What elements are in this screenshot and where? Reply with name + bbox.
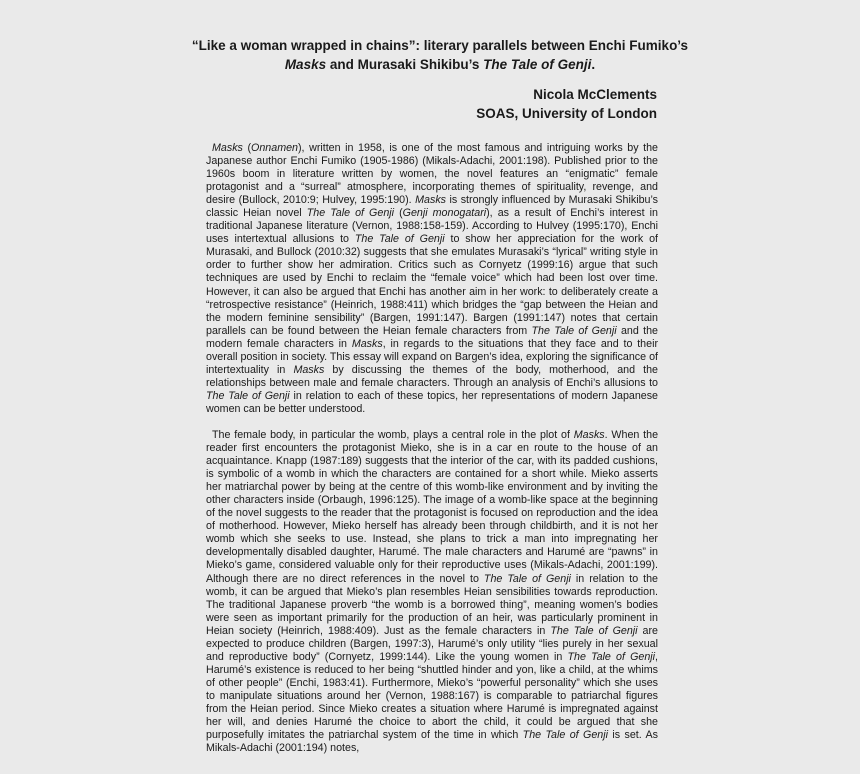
author-affiliation: SOAS, University of London [476, 106, 657, 121]
author-block [476, 85, 657, 123]
title-line-2 [170, 55, 710, 74]
italic-title-ref: Masks [293, 363, 325, 376]
text-run: , Harumé’s existence is reduced to her being “shuttled hinder and yon, like a child, at the whims of other people” (Enchi, 1983:41). Furthermore, Mieko’s “powerful personality” which she uses to manipulate situations around her (Vernon, 1988:167) is comparable to patriarchal figures from the Heian period. Since Mieko creates a situation where Harumé is impregnated against her will, and denies Harumé the choice to abort the child, it could be argued that she purposefully imitates the patriarchal system of the time in which [206, 650, 659, 742]
title-line-1: “Like a woman wrapped in chains”: literary parallels between Enchi Fumiko’s [191, 38, 689, 53]
italic-title-ref: The Tale of Genji [483, 572, 571, 585]
body-text [206, 142, 658, 768]
text-run: ( [394, 207, 403, 220]
italic-title-ref: The Tale of Genji [522, 729, 608, 742]
author-name: Nicola McClements [533, 87, 657, 102]
italic-title-ref: Onnamen [251, 142, 298, 154]
italic-title-ref: The Tale of Genji [306, 207, 395, 220]
paper-title [170, 36, 710, 74]
paragraph-1 [206, 142, 658, 416]
text-run: to show her appreciation for the work of Murasaki, and Bullock (2010:32) suggests that she emulates Murasaki’s “lyrical” writing style in order to further show her admiration. Critics such as Cornyetz (1999:16) argue that such techniques are used by Enchi to reclaim the “female voice” which had been lost over time. However, it can also be argued that Enchi has another aim in her work: to deliberately create a “retrospective resistance” (Heinrich, 1988:411) which bridges the “gap between the Heian and the modern feminine sensibility” (Bargen, 1991:147). Bargen (1991:147) notes that certain parallels can be found between the Heian female characters from [206, 233, 658, 337]
italic-title-ref: The Tale of Genji [531, 324, 617, 337]
text-run: ), written in 1958, is one of the most famous and intriguing works by the Japanese author Enchi Fumiko (1905-1986) (Mikals-Adachi, 2001:198). Published prior to the 1960s boom in literature written by women, the novel features an “enigmatic” female protagonist and a “surreal” atmosphere, incorporating themes of spirituality, revenge, and desire (Bullock, 2010:9; Hulvey, 1995:190). [206, 142, 658, 207]
italic-title-ref: Masks [212, 142, 243, 154]
title-end-punct: . [591, 57, 596, 72]
italic-title-ref: Masks [573, 428, 605, 441]
text-run: ( [242, 142, 252, 154]
text-run: in relation to each of these topics, her representations of modern Japanese women can be better understood. [206, 389, 659, 415]
title-italic-masks: Masks [284, 57, 327, 72]
title-italic-genji: The Tale of Genji [483, 57, 592, 72]
paragraph-2 [206, 429, 658, 755]
text-run: and the modern female characters in [206, 324, 658, 350]
text-run: in relation to the womb, it can be argued that Mieko’s plan resembles Heian sensibilities towards reproduction. The traditional Japanese proverb “the womb is a borrowed thing”, meaning women’s bodies were seen as important primarily for the production of an heir, was particularly prominent in Heian society (Heinrich, 1988:409). Just as the female characters in [206, 572, 658, 637]
text-run: . When the reader first encounters the protagonist Mieko, she is in a car en route to the house of an acquaintance. Knapp (1987:189) suggests that the interior of the car, with its padded cushions, is symbolic of a womb in which the characters are contained for a short while. Mieko asserts her matriarchal power by being at the centre of this womb-like environment and by inviting the other characters inside (Orbaugh, 1996:125). The image of a womb-like space at the beginning of the novel suggests to the reader that the protagonist is focused on reproduction and the idea of motherhood. However, Mieko herself has already been through childbirth, and it is not her womb which she seeks to use. Instead, she plans to trick a man into impregnating her developmentally disabled daughter, Harumé. The male characters and Harumé are “pawns” in Mieko’s game, considered valuable only for their reproductive uses (Mikals-Adachi, 2001:199). Although there are no direct references in the novel to [206, 428, 659, 585]
italic-title-ref: Masks [351, 337, 383, 350]
italic-title-ref: The Tale of Genji [550, 624, 638, 637]
text-run: is set. As Mikals-Adachi (2001:194) notes, [206, 729, 658, 755]
text-run: ), as a result of Enchi’s interest in traditional Japanese literature (Vernon, 1988:158-159). According to Hulvey (1995:170), Enchi uses intertextual allusions to [206, 207, 658, 246]
text-run: The female body, in particular the womb, plays a central role in the plot of [212, 428, 574, 441]
text-run: are expected to produce children (Bargen, 1997:3), Harumé’s only utility “lies purely in her sexual and reproductive body” (Cornyetz, 1999:144). Like the young women in [206, 624, 658, 663]
text-run: is strongly influenced by Murasaki Shikibu’s classic Heian novel [206, 194, 659, 220]
italic-title-ref: The Tale of Genji [354, 233, 445, 246]
italic-title-ref: The Tale of Genji [567, 650, 656, 663]
italic-title-ref: Genji monogatari [402, 207, 487, 220]
title-mid-text: and Murasaki Shikibu’s [326, 57, 484, 72]
text-run: , in regards to the situations that they face and to their overall position in society. This essay will expand on Bargen’s idea, exploring the significance of intertextuality in [206, 337, 658, 376]
text-run: by discussing the themes of the body, motherhood, and the relationships between male and female characters. Through an analysis of Enchi’s allusions to [206, 363, 658, 389]
italic-title-ref: Masks [415, 194, 447, 207]
italic-title-ref: The Tale of Genji [206, 389, 290, 402]
